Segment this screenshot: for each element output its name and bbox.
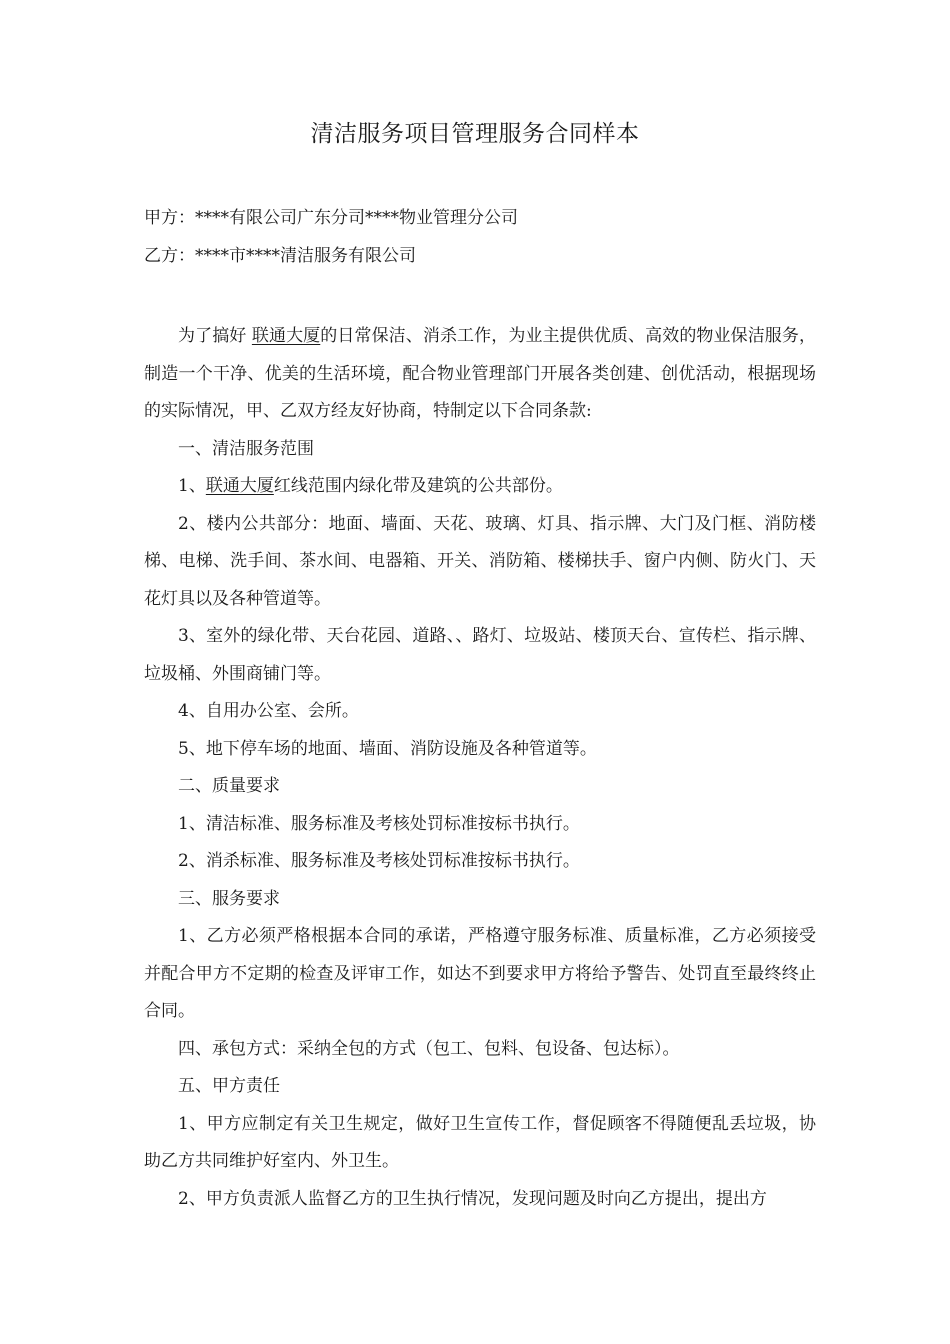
party-a-line: 甲方：****有限公司广东分司****物业管理分公司 — [144, 208, 518, 228]
paragraph-text: 3、室外的绿化带、天台花园、道路、、路灯、垃圾站、楼顶天台、宣传栏、指示牌、垃圾桶、外围商铺门等。 — [144, 626, 816, 684]
contract-paragraph — [144, 318, 816, 431]
paragraph-text: 2、楼内公共部分：地面、墙面、天花、玻璃、灯具、指示牌、大门及门框、消防楼梯、电梯、洗手间、茶水间、电器箱、开关、消防箱、楼梯扶手、窗户内侧、防火门、天花灯具以及各种管道等。 — [144, 513, 816, 609]
paragraph-text: 1、甲方应制定有关卫生规定，做好卫生宣传工作，督促顾客不得随便乱丢垃圾，协助乙方共同维护好室内、外卫生。 — [144, 1113, 816, 1171]
contract-paragraph — [144, 1068, 816, 1106]
paragraph-text: 5、地下停车场的地面、墙面、消防设施及各种管道等。 — [178, 738, 597, 759]
paragraph-text: 红线范围内绿化带及建筑的公共部份。 — [273, 476, 563, 496]
paragraph-text: 四、承包方式：采纳全包的方式（包工、包料、包设备、包达标）。 — [178, 1038, 680, 1059]
contract-paragraph — [144, 731, 816, 769]
underlined-project-name: 联通大厦 — [205, 476, 274, 496]
paragraph-text: 为了搞好 — [178, 326, 252, 346]
paragraph-text: 1、 — [178, 476, 206, 496]
underlined-project-name: 联通大厦 — [251, 326, 321, 346]
contract-paragraph — [144, 768, 816, 806]
paragraph-text: 五、甲方责任 — [178, 1076, 280, 1096]
contract-paragraph — [144, 1181, 816, 1219]
contract-paragraph — [144, 693, 816, 731]
paragraph-text: 1、清洁标准、服务标准及考核处罚标准按标书执行。 — [178, 813, 580, 834]
contract-paragraph — [144, 881, 816, 919]
contract-paragraph — [144, 618, 816, 693]
document-title: 清洁服务项目管理服务合同样本 — [310, 121, 640, 147]
paragraph-text: 4、自用办公室、会所。 — [178, 701, 359, 721]
contract-paragraph — [144, 806, 816, 844]
contract-paragraph — [144, 843, 816, 881]
contract-paragraph — [144, 1106, 816, 1181]
contract-paragraph — [144, 431, 816, 469]
contract-paragraph — [144, 918, 816, 1031]
paragraph-text: 1、乙方必须严格根据本合同的承诺，严格遵守服务标准、质量标准，乙方必须接受并配合甲方不定期的检查及评审工作，如达不到要求甲方将给予警告、处罚直至最终终止合同。 — [144, 926, 816, 1021]
paragraph-text: 2、甲方负责派人监督乙方的卫生执行情况，发现问题及时向乙方提出，提出方 — [178, 1188, 767, 1209]
contract-paragraph — [144, 468, 816, 506]
paragraph-text: 一、清洁服务范围 — [178, 438, 314, 459]
paragraph-text: 三、服务要求 — [178, 888, 280, 909]
paragraph-text: 的日常保洁、消杀工作，为业主提供优质、高效的物业保洁服务，制造一个干净、优美的生活环境，配合物业管理部门开展各类创建、创优活动，根据现场的实际情况，甲、乙双方经友好协商，特制定以下合同条款: — [144, 326, 816, 421]
party-b-line: 乙方：****市****清洁服务有限公司 — [144, 246, 416, 266]
contract-paragraph — [144, 506, 816, 619]
paragraph-text: 2、消杀标准、服务标准及考核处罚标准按标书执行。 — [178, 851, 580, 871]
paragraph-text: 二、质量要求 — [178, 776, 280, 796]
contract-paragraph — [144, 1031, 816, 1069]
contract-body — [144, 318, 816, 1218]
